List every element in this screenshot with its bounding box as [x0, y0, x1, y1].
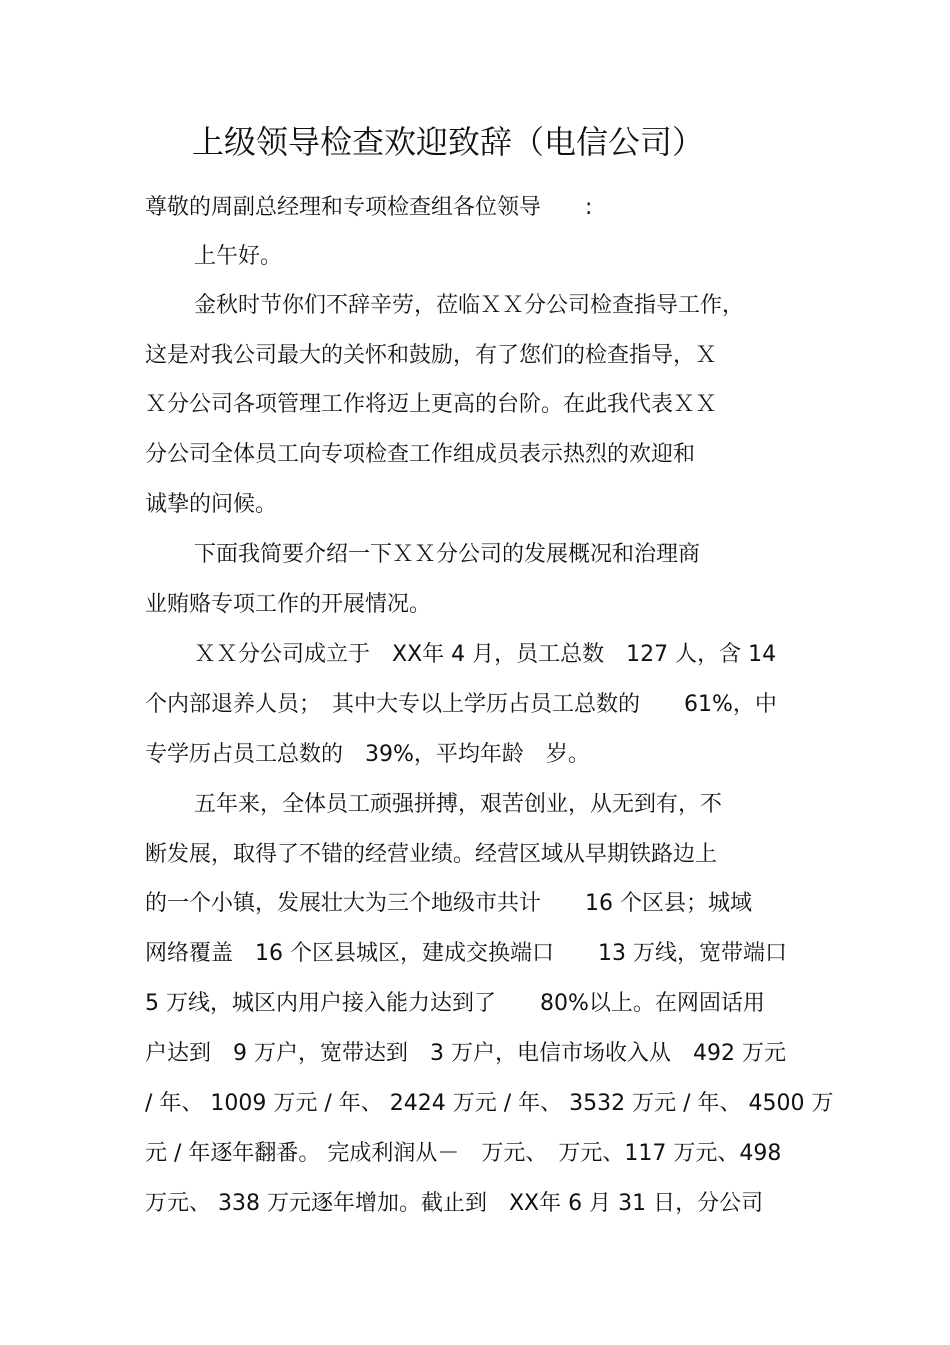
paragraph-line: Ｘ分公司各项管理工作将迈上更高的台阶。在此我代表ＸＸ: [145, 392, 718, 417]
paragraph-line: 这是对我公司最大的关怀和鼓励，有了您们的检查指导，Ｘ: [145, 343, 718, 368]
paragraph-line: 业贿赂专项工作的开展情况。: [145, 592, 432, 617]
document-title: 上级领导检查欢迎致辞（电信公司）: [192, 123, 705, 161]
paragraph-line: 元 / 年逐年翻番。 完成利润从－ 万元、 万元、117 万元、498: [145, 1141, 782, 1166]
paragraph-line: 分公司全体员工向专项检查工作组成员表示热烈的欢迎和: [145, 442, 696, 467]
paragraph-line: ＸＸ分公司成立于 XX年 4 月，员工总数 127 人，含 14: [194, 642, 777, 667]
paragraph-line: 万元、 338 万元逐年增加。截止到 XX年 6 月 31 日，分公司: [145, 1191, 764, 1216]
paragraph-line: 断发展，取得了不错的经营业绩。经营区域从早期铁路边上: [145, 842, 718, 867]
paragraph-line: 的一个小镇，发展壮大为三个地级市共计 16 个区县；城域: [145, 891, 752, 916]
paragraph-line: 个内部退养人员； 其中大专以上学历占员工总数的 61%，中: [145, 692, 777, 717]
paragraph-line: 专学历占员工总数的 39%，平均年龄 岁。: [145, 742, 590, 767]
paragraph-line: 下面我简要介绍一下ＸＸ分公司的发展概况和治理商: [194, 542, 701, 567]
salutation-line: 尊敬的周副总经理和专项检查组各位领导 :: [145, 195, 593, 220]
paragraph-line: 金秋时节你们不辞辛劳，莅临ＸＸ分公司检查指导工作，: [194, 293, 745, 318]
paragraph-line: 五年来，全体员工顽强拼搏，艰苦创业，从无到有，不: [194, 792, 723, 817]
paragraph-line: 网络覆盖 16 个区县城区，建成交换端口 13 万线，宽带端口: [145, 941, 787, 966]
paragraph-line: 诚挚的问候。: [145, 492, 278, 517]
paragraph-line: 5 万线，城区内用户接入能力达到了 80%以上。在网固话用: [145, 991, 765, 1016]
paragraph-line: / 年、 1009 万元 / 年、 2424 万元 / 年、 3532 万元 / 年、 4500 万: [145, 1091, 834, 1116]
paragraph-line: 户达到 9 万户，宽带达到 3 万户，电信市场收入从 492 万元: [145, 1041, 786, 1066]
greeting-line: 上午好。: [194, 244, 283, 269]
